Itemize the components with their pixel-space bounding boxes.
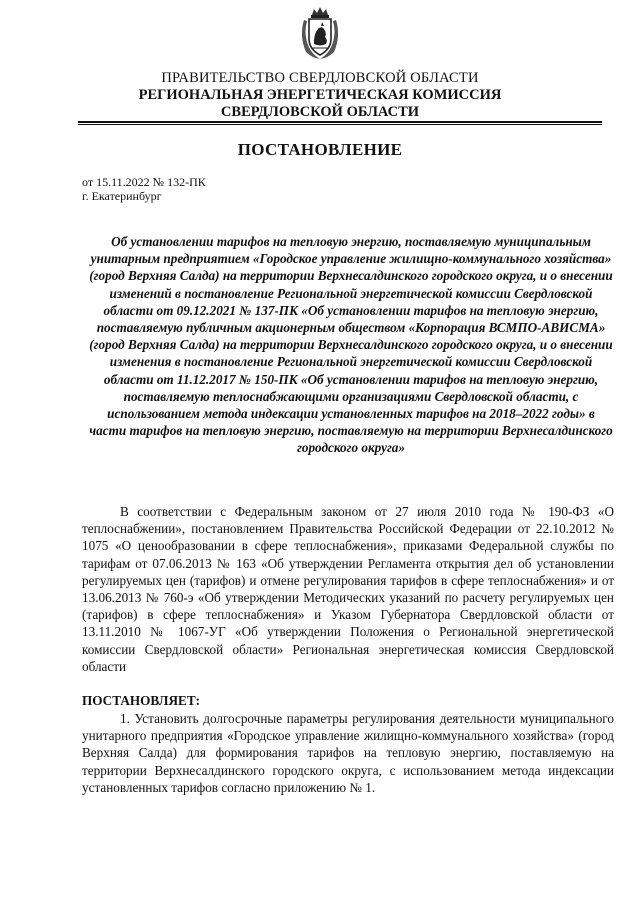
preamble-paragraph: В соответствии с Федеральным законом от 27 июля 2010 года № 190-ФЗ «О теплоснабжении», постановлением Правительства Российской Федерации от 22.10.2012 № 1075 «О ценообразовании в сфере теплоснабжения», приказами Федеральной службы по тарифам от 07.06.2013 № 163 «Об утверждении Регламента открытия дел об установлении регулируемых цен (тарифов) и отмене регулирования тарифов в сфере теплоснабжения» и от 13.06.2013 № 760-э «Об утверждении Методических указаний по расчету регулируемых цен (тарифов) в сфере теплоснабжения» и Указом Губернатора Свердловской области от 13.11.2010 № 1067-УГ «Об утверждении Положения о Региональной энергетической комиссии Свердловской области» Региональная энергетическая комиссия Свердловской области (82, 504, 614, 674)
coat-of-arms-icon (298, 6, 342, 60)
document-place: г. Екатеринбург (82, 189, 162, 203)
document-subject: Об установлении тарифов на тепловую энергию, поставляемую муниципальным унитарным предприятием «Городское управление жилищно-коммунального хозяйства» (город Верхняя Салда) на территории Верхнесалдинского городского округа, и о внесении изменений в постановление Региональной энергетической комиссии Свердловской области от 09.12.2021 № 137-ПК «Об установлении тарифов на тепловую энергию, поставляемую публичным акционерным обществом «Корпорация ВСМПО-АВИСМА» (город Верхняя Салда) на территории Верхнесалдинского городского округа, и о внесении изменения в постановление Региональной энергетической комиссии Свердловской области от 11.12.2017 № 150-ПК «Об установлении тарифов на тепловую энергию, поставляемую теплоснабжающими организациями Свердловской области, с использованием метода индексации установленных тарифов на 2018–2022 годы» в части тарифов на тепловую энергию, поставляемую на территории Верхнесалдинского городского округа» (89, 234, 613, 456)
document-title: ПОСТАНОВЛЕНИЕ (237, 140, 403, 159)
commission-name-line2: СВЕРДЛОВСКОЙ ОБЛАСТИ (220, 104, 420, 120)
government-name: ПРАВИТЕЛЬСТВО СВЕРДЛОВСКОЙ ОБЛАСТИ (161, 70, 479, 86)
document-date-number: от 15.11.2022 № 132-ПК (82, 175, 206, 189)
clause-1-paragraph: 1. Установить долгосрочные параметры регулирования деятельности муниципального унитарного предприятия «Городское управление жилищно-коммунального хозяйства» (город Верхняя Салда) для формирования тарифов на тепловую энергию, поставляемую на территории Верхнесалдинского городского округа, с использованием метода индексации установленных тарифов согласно приложению № 1. (82, 711, 614, 795)
commission-name-line1: РЕГИОНАЛЬНАЯ ЭНЕРГЕТИЧЕСКАЯ КОМИССИЯ (138, 87, 502, 103)
header-rule-thin (78, 124, 602, 125)
header-rule-thick (78, 121, 602, 123)
resolves-heading: ПОСТАНОВЛЯЕТ: (82, 693, 201, 708)
